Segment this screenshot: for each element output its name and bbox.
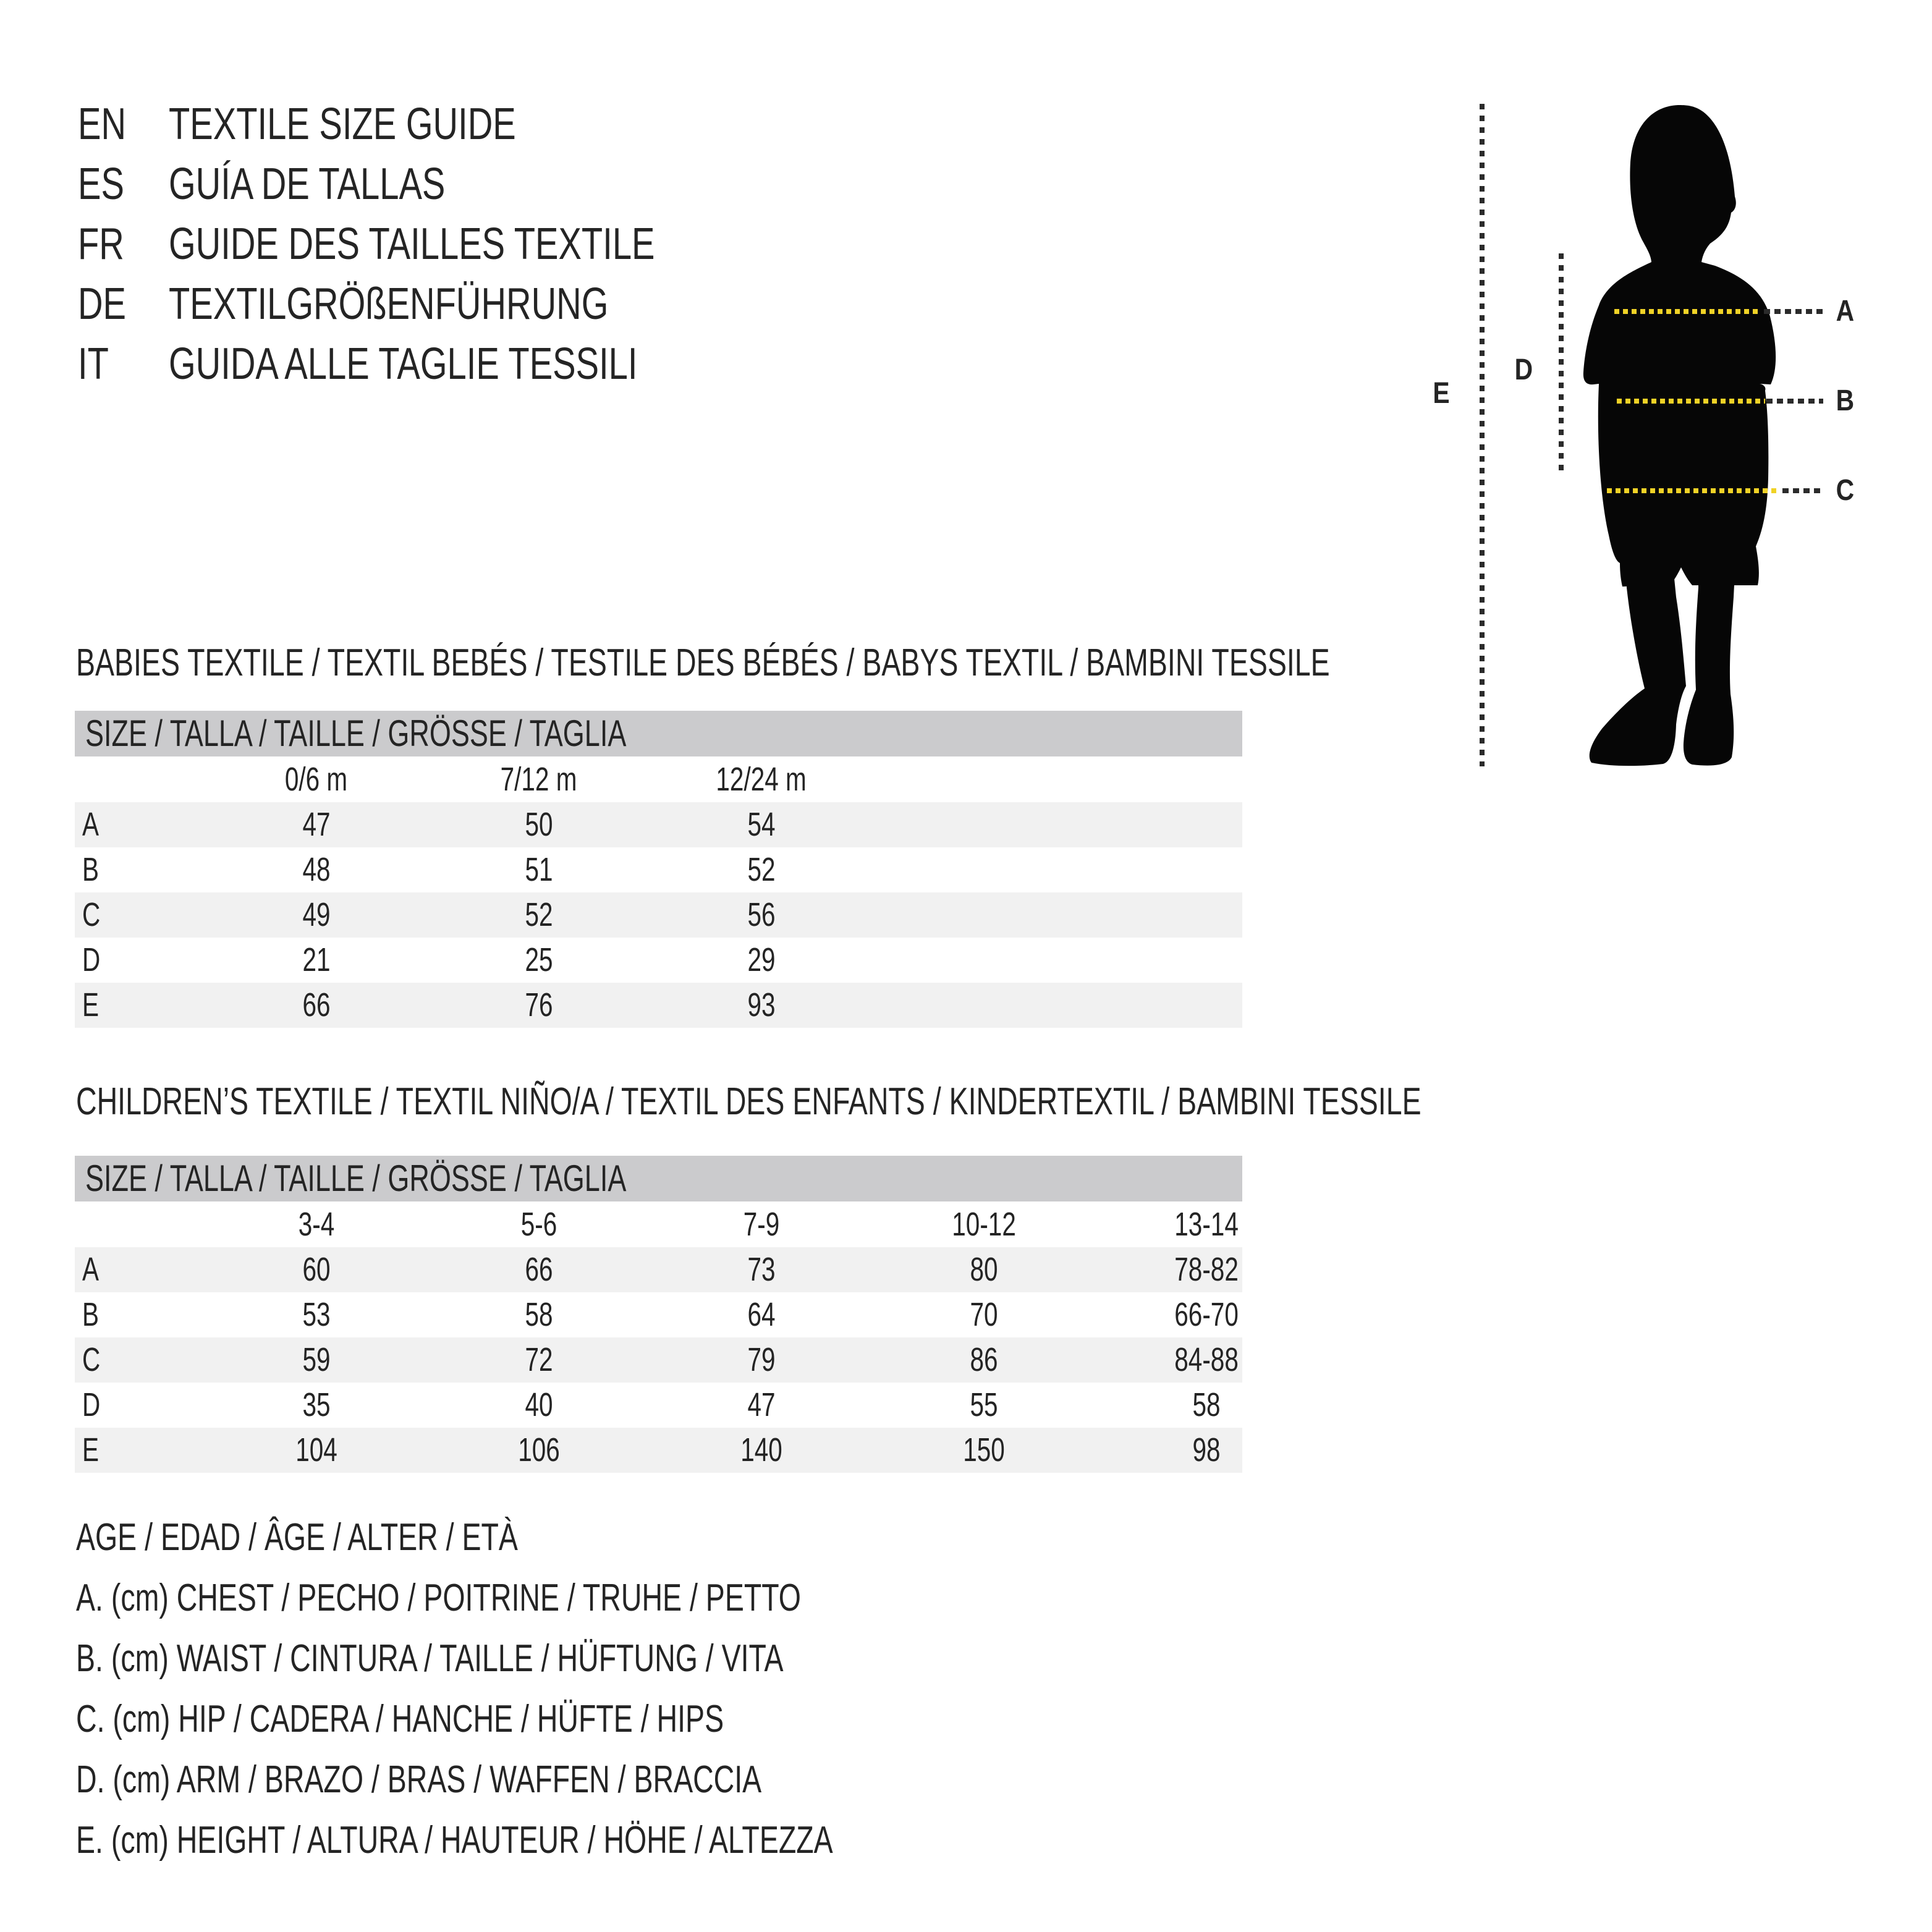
table-cell: 35 xyxy=(302,1386,331,1423)
table-cell: 56 xyxy=(747,896,776,933)
left-leg-shape xyxy=(1590,572,1686,766)
table-cell: 140 xyxy=(740,1431,782,1468)
children-size-header-bar: SIZE / TALLA / TAILLE / GRÖSSE / TAGLIA xyxy=(75,1156,1242,1201)
table-cell: 52 xyxy=(747,851,776,888)
table-row xyxy=(75,938,1242,983)
language-code: FR xyxy=(78,219,124,269)
language-code: ES xyxy=(78,159,124,209)
babies-size-header-bar: SIZE / TALLA / TAILLE / GRÖSSE / TAGLIA xyxy=(75,711,1242,756)
table-cell: 80 xyxy=(970,1251,998,1288)
table-cell: 86 xyxy=(970,1341,998,1378)
row-label: C xyxy=(82,896,101,933)
table-cell: 48 xyxy=(302,851,331,888)
table-row xyxy=(75,847,1242,892)
body-shape xyxy=(1583,105,1776,587)
row-label: A xyxy=(82,1251,100,1288)
children-section-title: CHILDREN’S TEXTILE / TEXTIL NIÑO/A / TEXTIL DES ENFANTS / KINDERTEXTIL / BAMBINI TESSILE xyxy=(76,1080,1421,1123)
table-cell: 59 xyxy=(302,1341,331,1378)
table-cell: 47 xyxy=(302,806,331,843)
table-row xyxy=(75,892,1242,938)
legend-line-waist: B. (cm) WAIST / CINTURA / TAILLE / HÜFTUNG / VITA xyxy=(76,1637,784,1680)
table-cell: 72 xyxy=(525,1341,553,1378)
table-cell: 79 xyxy=(747,1341,776,1378)
row-label: C xyxy=(82,1341,101,1378)
table-row xyxy=(75,1383,1242,1428)
table-cell: 76 xyxy=(525,986,553,1023)
row-label: A xyxy=(82,806,100,843)
legend-line-hip: C. (cm) HIP / CADERA / HANCHE / HÜFTE / HIPS xyxy=(76,1698,724,1740)
table-cell: 84-88 xyxy=(1174,1341,1239,1378)
row-label: B xyxy=(82,851,100,888)
column-header: 3-4 xyxy=(298,1206,335,1243)
row-label: B xyxy=(82,1296,100,1333)
table-cell: 78-82 xyxy=(1174,1251,1239,1288)
arm-label: D xyxy=(1514,354,1533,386)
legend-line-height: E. (cm) HEIGHT / ALTURA / HAUTEUR / HÖHE / ALTEZZA xyxy=(76,1819,833,1862)
row-label: D xyxy=(82,1386,101,1423)
column-header: 0/6 m xyxy=(285,761,348,798)
table-cell: 49 xyxy=(302,896,331,933)
hip-line-dark xyxy=(1782,488,1823,493)
height-label: E xyxy=(1433,377,1450,410)
guide-title: TEXTILGRÖßENFÜHRUNG xyxy=(169,279,609,329)
waist-line-dark xyxy=(1766,399,1823,404)
legend-line-arm: D. (cm) ARM / BRAZO / BRAS / WAFFEN / BRACCIA xyxy=(76,1758,762,1801)
table-row xyxy=(75,1337,1242,1383)
table-cell: 60 xyxy=(302,1251,331,1288)
row-label: E xyxy=(82,986,100,1023)
row-label: D xyxy=(82,941,101,978)
table-cell: 53 xyxy=(302,1296,331,1333)
waist-label: B xyxy=(1836,384,1855,417)
child-silhouette-image xyxy=(1573,103,1789,768)
column-header: 10-12 xyxy=(952,1206,1016,1243)
row-label: E xyxy=(82,1431,100,1468)
chest-label: A xyxy=(1836,295,1855,328)
hip-label: C xyxy=(1836,474,1855,507)
table-cell: 55 xyxy=(970,1386,998,1423)
table-row xyxy=(75,802,1242,847)
guide-title: GUIDA ALLE TAGLIE TESSILI xyxy=(169,339,638,389)
column-header: 7-9 xyxy=(743,1206,780,1243)
table-cell: 52 xyxy=(525,896,553,933)
column-header: 7/12 m xyxy=(501,761,577,798)
waist-line-yellow xyxy=(1617,399,1765,404)
legend-line-chest: A. (cm) CHEST / PECHO / POITRINE / TRUHE / PETTO xyxy=(76,1577,801,1619)
table-cell: 66 xyxy=(525,1251,553,1288)
guide-title: GUIDE DES TAILLES TEXTILE xyxy=(169,219,655,269)
column-header: 5-6 xyxy=(520,1206,557,1243)
table-row xyxy=(75,983,1242,1028)
table-cell: 73 xyxy=(747,1251,776,1288)
table-row xyxy=(75,1247,1242,1292)
table-row xyxy=(75,1428,1242,1473)
column-header: 12/24 m xyxy=(716,761,807,798)
legend-line-age: AGE / EDAD / ÂGE / ALTER / ETÀ xyxy=(76,1516,518,1559)
chest-line-yellow xyxy=(1614,309,1761,314)
table-row xyxy=(75,1292,1242,1337)
table-cell: 66-70 xyxy=(1174,1296,1239,1333)
table-cell: 29 xyxy=(747,941,776,978)
table-cell: 93 xyxy=(747,986,776,1023)
table-cell: 47 xyxy=(747,1386,776,1423)
table-cell: 150 xyxy=(963,1431,1005,1468)
table-cell: 70 xyxy=(970,1296,998,1333)
guide-title: TEXTILE SIZE GUIDE xyxy=(169,100,516,149)
language-code: EN xyxy=(78,100,127,149)
table-cell: 25 xyxy=(525,941,553,978)
chest-line-dark xyxy=(1764,309,1823,314)
language-code: DE xyxy=(78,279,127,329)
arm-measure-dotted-line xyxy=(1559,253,1564,475)
table-cell: 64 xyxy=(747,1296,776,1333)
table-cell: 58 xyxy=(1192,1386,1221,1423)
table-cell: 54 xyxy=(747,806,776,843)
table-cell: 40 xyxy=(525,1386,553,1423)
table-cell: 58 xyxy=(525,1296,553,1333)
children-column-header-row xyxy=(75,1201,1242,1247)
hip-line-yellow xyxy=(1607,488,1780,493)
table-cell: 98 xyxy=(1192,1431,1221,1468)
guide-title: GUÍA DE TALLAS xyxy=(169,159,446,209)
column-header: 13-14 xyxy=(1174,1206,1239,1243)
babies-column-header-row xyxy=(75,756,1242,802)
language-code: IT xyxy=(78,339,109,389)
table-cell: 50 xyxy=(525,806,553,843)
right-leg-shape xyxy=(1684,572,1735,766)
table-cell: 66 xyxy=(302,986,331,1023)
table-cell: 104 xyxy=(295,1431,337,1468)
table-cell: 21 xyxy=(302,941,331,978)
table-cell: 106 xyxy=(518,1431,560,1468)
babies-section-title: BABIES TEXTILE / TEXTIL BEBÉS / TESTILE DES BÉBÉS / BABYS TEXTIL / BAMBINI TESSILE xyxy=(76,642,1330,684)
table-cell: 51 xyxy=(525,851,553,888)
